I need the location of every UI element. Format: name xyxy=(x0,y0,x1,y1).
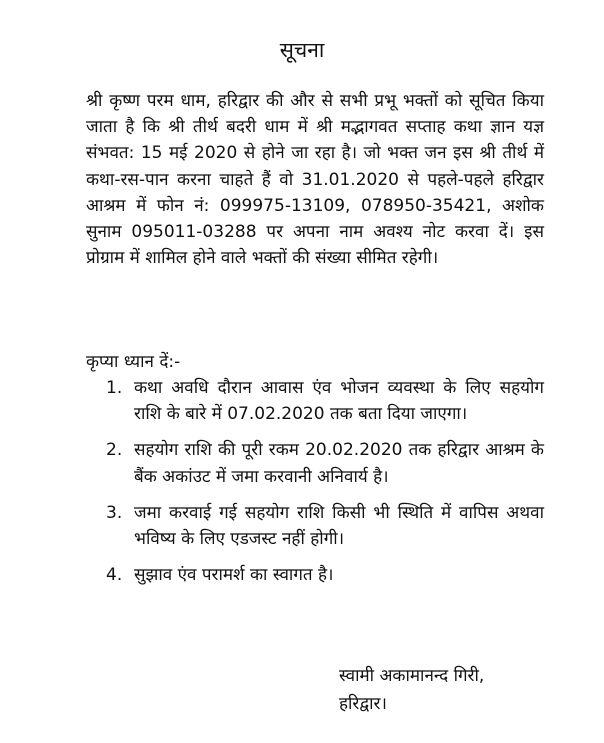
notice-title: सूचना xyxy=(279,38,325,62)
notice-points-list xyxy=(100,375,544,598)
signature-name: स्वामी अकामानन्द गिरी, xyxy=(339,666,485,686)
list-item xyxy=(100,500,544,552)
signature-place: हरिद्वार। xyxy=(339,694,387,714)
list-item xyxy=(100,437,544,489)
list-item-text: सुझाव एंव परामर्श का स्वागत है। xyxy=(134,565,334,586)
signature-block xyxy=(339,662,484,718)
list-item-number: 1. xyxy=(106,378,123,398)
attention-label: कृप्या ध्यान दें:- xyxy=(86,352,181,372)
list-item-number: 3. xyxy=(106,502,123,523)
notice-body: श्री कृष्ण परम धाम, हरिद्वार की और से सभी प्रभू भक्तों को सूचित किया जाता है कि श्री तीर्थ बदरी धाम में श्री मद्भागवत सप्ताह कथा ज्ञान यज्ञ संभवत: 15 मई 2020 से होने जा रहा है। जो भक्त जन इस श्री तीर्थ में कथा-रस-पान करना चाहते हैं वो 31.01.2020 से पहले-पहले हरिद्वार आश्रम में फोन नं: 099975-13109, 078950-35421, अशोक सुनाम 095011-03288 पर अपना नाम अवश्य नोट करवा दें। इस प्रोग्राम में शामिल होने वाले भक्तों की संख्या सीमित रहेगी। xyxy=(86,91,544,269)
list-item-number: 2. xyxy=(106,440,123,461)
list-item xyxy=(100,375,544,427)
list-item-text: जमा करवाई गई सहयोग राशि किसी भी स्थिति में वापिस अथवा भविष्य के लिए एडजस्ट नहीं होगी। xyxy=(134,502,544,550)
list-item xyxy=(100,562,544,588)
list-item-number: 4. xyxy=(106,565,123,586)
list-item-text: कथा अवधि दौरान आवास एंव भोजन व्यवस्था के लिए सहयोग राशि के बारे में 07.02.2020 तक बता दिया जाएगा। xyxy=(134,378,544,425)
list-item-text: सहयोग राशि की पूरी रकम 20.02.2020 तक हरिद्वार आश्रम के बैंक अकांउट में जमा करवानी अनिवार्य है। xyxy=(134,440,544,487)
